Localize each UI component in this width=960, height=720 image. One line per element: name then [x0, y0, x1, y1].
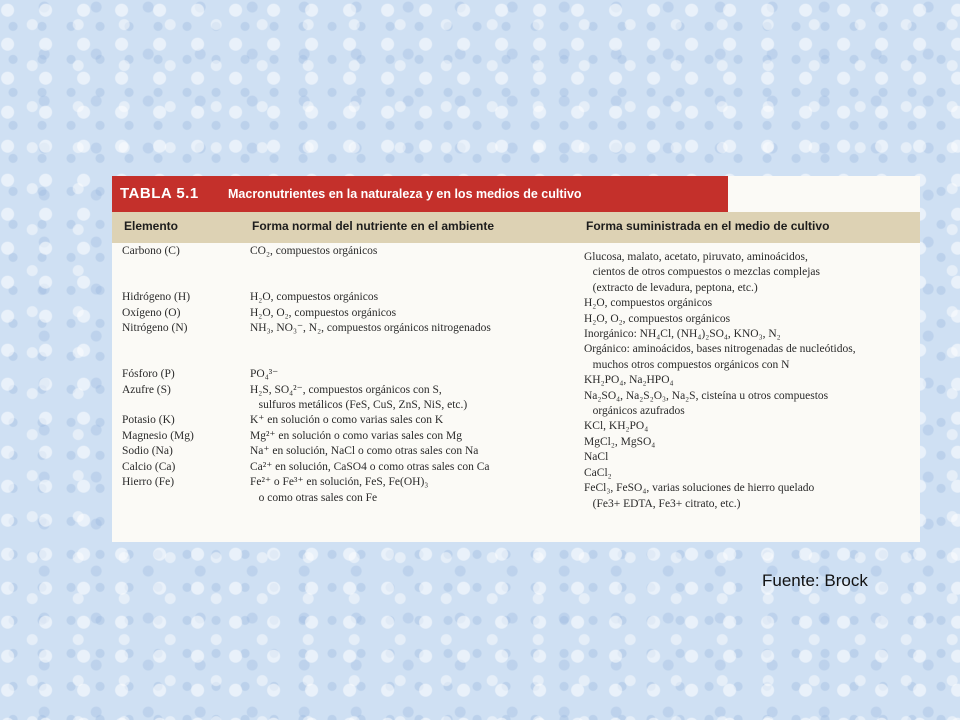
ambiente-line: sulfuros metálicos (FeS, CuS, ZnS, NiS, etc.): [250, 399, 468, 412]
elements-line: Sodio (Na): [122, 445, 173, 458]
medio-line: (extracto de levadura, peptona, etc.): [584, 281, 758, 294]
elements-line: Nitrógeno (N): [122, 322, 188, 335]
header-elemento: Elemento: [124, 219, 179, 233]
table-title-bar: [112, 176, 728, 212]
ambiente-line: H₂S, SO₄²⁻, compuestos orgánicos con S,: [250, 383, 442, 396]
ambiente-line: Na⁺ en solución, NaCl o como otras sales con Na: [250, 445, 479, 458]
table-image: [112, 176, 920, 542]
elements-line: [122, 398, 194, 413]
ambiente-line: PO₄³⁻: [250, 368, 279, 381]
elements-line: Oxígeno (O): [122, 306, 181, 319]
medio-line: (Fe3+ EDTA, Fe3+ citrato, etc.): [584, 497, 741, 510]
ambiente-line: [250, 275, 491, 290]
ambiente-line: CO₂, compuestos orgánicos: [250, 245, 378, 257]
source-note: Fuente: Brock: [762, 571, 868, 590]
elements-line: Hierro (Fe): [122, 476, 175, 489]
medio-line: Inorgánico: NH₄Cl, (NH₄)₂SO₄, KNO₃, N₂: [584, 328, 781, 341]
ambiente-line: H₂O, compuestos orgánicos: [250, 291, 379, 304]
ambiente-line: NH₃, NO₃⁻, N₂, compuestos orgánicos nitrogenados: [250, 322, 491, 335]
medio-line: Glucosa, malato, acetato, piruvato, aminoácidos,: [584, 251, 808, 263]
elements-line: [122, 259, 194, 274]
elements-line: Hidrógeno (H): [122, 291, 191, 304]
ambiente-line: Fe²⁺ o Fe³⁺ en solución, FeS, Fe(OH)₃: [250, 476, 429, 489]
medio-line: FeCl₃, FeSO₄, varias soluciones de hierro quelado: [584, 482, 815, 495]
elements-line: Potasio (K): [122, 414, 175, 427]
medio-line: MgCl₂, MgSO₄: [584, 435, 656, 448]
ambiente-line: H₂O, O₂, compuestos orgánicos: [250, 306, 397, 319]
header-forma-ambiente: Forma normal del nutriente en el ambiente: [252, 219, 495, 233]
column-forma-medio: [584, 250, 856, 512]
medio-line: Orgánico: aminoácidos, bases nitrogenadas de nucleótidos,: [584, 343, 856, 356]
elements-line: [122, 352, 194, 367]
medio-line: H₂O, O₂, compuestos orgánicos: [584, 312, 731, 325]
elements-line: Magnesio (Mg): [122, 429, 194, 442]
table-title: Macronutrientes en la naturaleza y en los medios de cultivo: [228, 187, 582, 201]
table-number: TABLA 5.1: [120, 185, 199, 202]
medio-line: NaCl: [584, 451, 609, 464]
medio-line: KCl, KH₂PO₄: [584, 420, 649, 433]
column-elemento: [122, 244, 194, 491]
ambiente-line: Mg²⁺ en solución o como varias sales con Mg: [250, 429, 463, 442]
elements-line: Azufre (S): [122, 383, 171, 396]
elements-line: [122, 275, 194, 290]
ambiente-line: [250, 352, 491, 367]
column-forma-ambiente: [250, 244, 491, 506]
ambiente-line: [250, 336, 491, 351]
medio-line: muchos otros compuestos orgánicos con N: [584, 358, 790, 371]
ambiente-line: Ca²⁺ en solución, CaSO4 o como otras sales con Ca: [250, 460, 490, 473]
medio-line: cientos de otros compuestos o mezclas complejas: [584, 266, 821, 279]
ambiente-line: K⁺ en solución o como varias sales con K: [250, 414, 444, 427]
medio-line: H₂O, compuestos orgánicos: [584, 297, 713, 310]
elements-line: Carbono (C): [122, 245, 180, 257]
elements-line: [122, 336, 194, 351]
medio-line: KH₂PO₄, Na₂HPO₄: [584, 374, 674, 387]
medio-line: Na₂SO₄, Na₂S₂O₃, Na₂S, cisteína u otros compuestos: [584, 389, 829, 402]
table-header-row: [112, 212, 920, 243]
ambiente-line: o como otras sales con Fe: [250, 491, 378, 504]
ambiente-line: [250, 259, 491, 274]
header-forma-medio: Forma suministrada en el medio de cultivo: [586, 219, 830, 233]
medio-line: orgánicos azufrados: [584, 405, 685, 418]
medio-line: CaCl₂: [584, 466, 612, 479]
elements-line: Fósforo (P): [122, 368, 175, 381]
elements-line: Calcio (Ca): [122, 460, 176, 473]
